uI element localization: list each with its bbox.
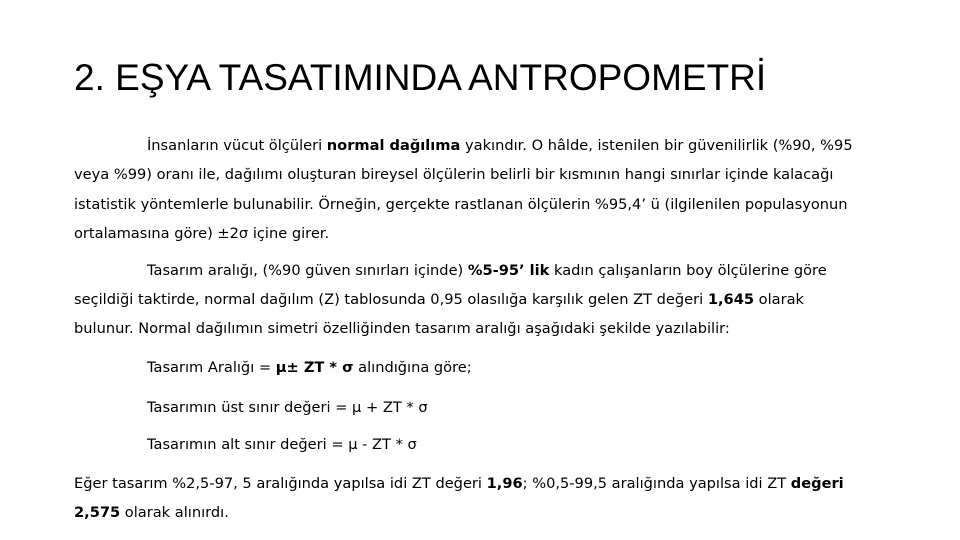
text-run: Tasarım Aralığı = bbox=[147, 359, 276, 376]
bold-value-196: 1,96 bbox=[486, 475, 523, 492]
bold-value-zt: 1,645 bbox=[707, 291, 755, 308]
bold-formula: µ± ZT * σ bbox=[275, 359, 354, 376]
text-run: olarak alınırdı. bbox=[120, 504, 229, 521]
paragraph-3-line-1 bbox=[74, 474, 844, 494]
paragraph-1-line-1 bbox=[147, 136, 853, 156]
bold-word-degeri: değeri bbox=[790, 475, 844, 492]
paragraph-2-line-3: bulunur. Normal dağılımın simetri özelliğinden tasarım aralığı aşağıdaki şekilde yazılabilir: bbox=[74, 320, 730, 337]
text-run: alındığına göre; bbox=[353, 359, 472, 376]
paragraph-1-line-4: ortalamasına göre) ±2σ içine girer. bbox=[74, 225, 330, 242]
paragraph-3-line-2 bbox=[74, 503, 229, 523]
paragraph-1-line-3: istatistik yöntemlerle bulunabilir. Örneğin, gerçekte rastlanan ölçülerin %95,4’ ü (ilgilenilen populasyonun bbox=[74, 196, 848, 213]
paragraph-2-line-1 bbox=[147, 261, 827, 281]
text-run: Eğer tasarım %2,5-97, 5 aralığında yapılsa idi ZT değeri bbox=[74, 475, 487, 492]
formula-design-range bbox=[147, 358, 472, 378]
text-run: kadın çalışanların boy ölçülerine göre bbox=[549, 262, 827, 279]
text-run: İnsanların vücut ölçüleri bbox=[147, 137, 327, 154]
text-run: ; %0,5-99,5 aralığında yapılsa idi ZT bbox=[522, 475, 791, 492]
paragraph-1-line-2: veya %99) oranı ile, dağılımı oluşturan bireysel ölçülerin belirli bir kısmının hangi sınırlar içinde kalacağı bbox=[74, 166, 834, 183]
bold-term-normal-dagilim: normal dağılıma bbox=[326, 137, 461, 154]
paragraph-2-line-2 bbox=[74, 290, 804, 310]
text-run: Tasarım aralığı, (%90 güven sınırları içinde) bbox=[147, 262, 468, 279]
bold-value-2575: 2,575 bbox=[74, 504, 121, 521]
formula-lower-limit: Tasarımın alt sınır değeri = µ - ZT * σ bbox=[147, 436, 417, 453]
text-run: olarak bbox=[754, 291, 804, 308]
text-run: seçildiği taktirde, normal dağılım (Z) tablosunda 0,95 olasılığa karşılık gelen ZT değeri bbox=[74, 291, 708, 308]
bold-term-percentile: %5-95’ lik bbox=[467, 262, 550, 279]
formula-upper-limit: Tasarımın üst sınır değeri = µ + ZT * σ bbox=[147, 399, 428, 416]
slide-title: 2. EŞYA TASATIMINDA ANTROPOMETRİ bbox=[74, 57, 767, 98]
text-run: yakındır. O hâlde, istenilen bir güvenilirlik (%90, %95 bbox=[460, 137, 853, 154]
